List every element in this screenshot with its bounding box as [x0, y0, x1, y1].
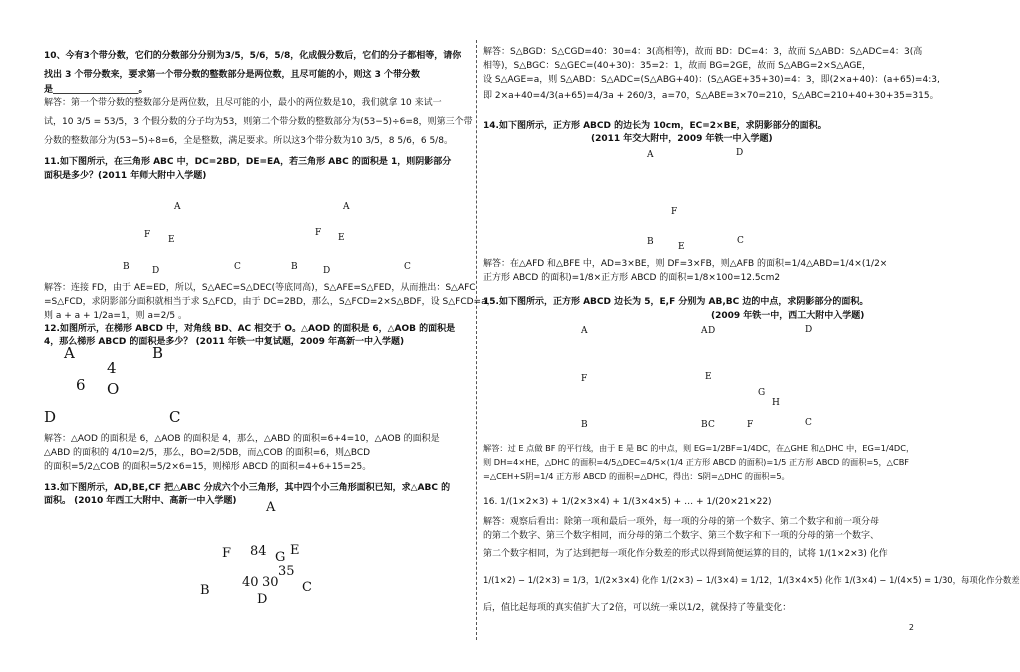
figure-label: B	[291, 262, 298, 272]
figure-label: D	[708, 326, 716, 336]
figure-label: A	[647, 150, 654, 160]
figure-label: F	[747, 420, 754, 430]
answer-13-line-3: 设 S△AGE=a，则 S△ABD：S△ADC=(S△ABG+40)：(S△AGE+35+30)=4：3，即(2×a+40)：(a+65)=4:3,	[483, 75, 940, 85]
answer-13-line-2: 相等)，S△BGC：S△GEC=(40+30)：35=2：1，故而 BG=2GE，故而 S△ABG=2×S△AGE，	[483, 61, 871, 71]
figure-label: H	[772, 398, 780, 408]
problem-11-line-2: 面积是多少？(2011 年师大附中入学题)	[44, 171, 207, 181]
answer-16-line-4: 1/(1×2) − 1/(2×3) = 1/3，1/(2×3×4) 化作 1/(2×3) − 1/(3×4) = 1/12，1/(3×4×5) 化作 1/(3×4) − 1/(4×5) = 1/30，每项化作分数差	[483, 575, 1020, 585]
answer-13-line-1: 解答：S△BGD：S△CGD=40：30=4：3(高相等)，故而 BD：DC=4：3，故而 S△ABD：S△ADC=4：3(高	[483, 47, 923, 57]
figure-label: A	[266, 500, 276, 515]
problem-12-line-1: 12.如图所示，在梯形 ABCD 中，对角线 BD、AC 相交于 O。△AOD 的面积是 6，△AOB 的面积是	[44, 324, 456, 334]
problem-10-line-3: 是___________________。	[44, 85, 148, 95]
answer-15-line-1: 解答：过 E 点做 BF 的平行线，由于 E 是 BC 的中点，则 EG=1/2BF=1/4DC，在△GHE 和△DHC 中，EG=1/4DC，	[483, 443, 915, 453]
figure-label: E	[678, 242, 685, 252]
figure-label: 35	[278, 564, 295, 579]
answer-10-line-2: 试，10 3/5 = 53/5，3 个假分数的分子均为53，则第二个带分数的整数部分为(53−5)÷6=8，则第三个带	[44, 117, 473, 127]
figure-label: B	[200, 583, 210, 598]
figure-label: D	[323, 266, 331, 276]
figure-label: E	[168, 235, 175, 245]
figure-label: E	[338, 233, 345, 243]
problem-14-line-1: 14.如下图所示，正方形 ABCD 的边长为 10cm，EC=2×BE，求阴影部分的面积。	[483, 121, 827, 131]
answer-12-line-3: 的面积=5/2△COB 的面积=5/2×6=15，则梯形 ABCD 的面积=4+6+15=25。	[44, 462, 372, 472]
figure-label: F	[671, 207, 678, 217]
figure-label: 4	[107, 359, 117, 377]
figure-label: F	[144, 230, 151, 240]
problem-15-line-2: (2009 年铁一中，西工大附中入学题)	[711, 311, 865, 321]
figure-label: F	[222, 546, 232, 561]
figure-label: F	[581, 374, 588, 384]
figure-label: C	[805, 418, 812, 428]
answer-11-line-3: 则 a + a + 1/2a=1，则 a=2/5 。	[44, 311, 187, 321]
figure-label: E	[705, 372, 712, 382]
figure-label: B	[123, 262, 130, 272]
figure-label: G	[758, 388, 766, 398]
figure-label: A	[343, 202, 350, 212]
figure-label: A	[701, 326, 708, 336]
answer-10-line-3: 分数的整数部分为(53−5)÷8=6，全是整数，满足要求。所以这3个带分数为10 3/5，8 5/6，6 5/8。	[44, 136, 453, 146]
figure-label: E	[290, 543, 300, 558]
column-divider	[476, 40, 478, 640]
figure-label: C	[404, 262, 411, 272]
figure-label: B	[152, 344, 164, 362]
figure-label: 30	[262, 575, 279, 590]
figure-label: A	[581, 326, 588, 336]
figure-label: C	[302, 580, 312, 595]
figure-label: 40	[242, 575, 259, 590]
problem-12-line-2: 4，那么梯形 ABCD 的面积是多少？ (2011 年铁一中复试题，2009 年高新一中入学题)	[44, 337, 405, 347]
problem-16: 16. 1/(1×2×3) + 1/(2×3×4) + 1/(3×4×5) + … + 1/(20×21×22)	[483, 497, 772, 507]
figure-label: D	[44, 408, 57, 426]
page-number: 2	[908, 623, 914, 632]
figure-label: 84	[250, 544, 267, 559]
answer-10-line-1: 解答：第一个带分数的整数部分是两位数，且尽可能的小，最小的两位数是10，我们就拿 10 来试一	[44, 98, 442, 108]
problem-14-line-2: (2011 年交大附中，2009 年铁一中入学题)	[591, 134, 773, 144]
figure-label: 6	[76, 376, 86, 394]
figure-label: G	[275, 550, 286, 565]
figure-label: D	[736, 148, 744, 158]
figure-label: D	[257, 592, 268, 607]
figure-label: O	[107, 380, 120, 398]
answer-15-line-3: =△CEH+S阴=1/4 正方形 ABCD 的面积=△DHC，得出：S阴=△DHC 的面积=5。	[483, 471, 790, 481]
answer-16-line-2: 的第二个数字、第三个数字相同，而分母的第二个数字、第三个数字和下一项的分母的第一个数字、	[483, 531, 880, 541]
figure-label: C	[234, 262, 241, 272]
answer-14-line-1: 解答：在△AFD 和△BFE 中，AD=3×BE，则 DF=3×FB，则△AFB 的面积=1/4△ABD=1/4×(1/2×	[483, 259, 888, 269]
problem-10-line-1: 10、今有3个带分数，它们的分数部分分别为3/5，5/6，5/8，化成假分数后，它们的分子都相等，请你	[44, 51, 462, 61]
figure-label: A	[174, 202, 181, 212]
answer-16-line-5: 后，值比起每项的真实值扩大了2倍，可以统一乘以1/2，就保持了等量变化：	[483, 603, 792, 613]
figure-label: A	[64, 344, 75, 362]
figure-label: D	[805, 325, 813, 335]
figure-label: D	[152, 266, 160, 276]
figure-label: C	[169, 408, 181, 426]
figure-label: B	[647, 237, 654, 247]
figure-label: C	[737, 236, 744, 246]
answer-16-line-3: 第二个数字相同，为了达到把每一项化作分数差的形式以得到简便运算的目的，试将 1/(1×2×3) 化作	[483, 549, 888, 559]
answer-16-line-1: 解答：观察后看出：除第一项和最后一项外，每一项的分母的第一个数字、第二个数字和前一项分母	[483, 517, 880, 527]
problem-13-line-2: 面积。 (2010 年西工大附中、高新一中入学题)	[44, 496, 237, 506]
figure-label: B	[581, 420, 588, 430]
problem-10-line-2: 找出 3 个带分数来，要求第一个带分数的整数部分是两位数，且尽可能的小，则这 3 个带分数	[44, 70, 421, 80]
figure-label: F	[315, 228, 322, 238]
problem-13-line-1: 13.如下图所示，AD,BE,CF 把△ABC 分成六个小三角形，其中四个小三角形面积已知，求△ABC 的	[44, 483, 451, 493]
answer-14-line-2: 正方形 ABCD 的面积)=1/8×正方形 ABCD 的面积=1/8×100=12.5cm2	[483, 273, 781, 283]
figure-label: B	[701, 420, 708, 430]
problem-15-line-1: 15.如下图所示，正方形 ABCD 边长为 5，E,F 分别为 AB,BC 边的中点，求阴影部分的面积。	[483, 297, 869, 307]
answer-12-line-2: △ABD 的面积的 4/10=2/5，那么，BO=2/5DB，而△COB 的面积=6，则△BCD	[44, 448, 371, 458]
answer-13-line-4: 即 2×a+40=4/3(a+65)=4/3a + 260/3，a=70，S△ABE=3×70=210，S△ABC=210+40+30+35=315。	[483, 91, 939, 101]
figure-label: C	[708, 420, 715, 430]
answer-11-line-2: =S△FCD，求阴影部分面积就相当于求 S△FCD，由于 DC=2BD，那么，S△FCD=2×S△BDF，设 S△FCD=a，	[44, 297, 496, 307]
answer-11-line-1: 解答：连接 FD，由于 AE=ED，所以，S△AEC=S△DEC(等底同高)，S△AFE=S△FED，从而推出：S△AFC	[44, 283, 476, 293]
answer-15-line-2: 则 DH=4×HE，△DHC 的面积=4/5△DEC=4/5×(1/4 正方形 ABCD 的面积)=1/5 正方形 ABCD 的面积=5，△CBF	[483, 457, 910, 467]
answer-12-line-1: 解答：△AOD 的面积是 6，△AOB 的面积是 4，那么，△ABD 的面积=6+4=10，△AOB 的面积是	[44, 434, 440, 444]
problem-11-line-1: 11.如下图所示，在三角形 ABC 中，DC=2BD，DE=EA，若三角形 ABC 的面积是 1，则阴影部分	[44, 157, 452, 167]
